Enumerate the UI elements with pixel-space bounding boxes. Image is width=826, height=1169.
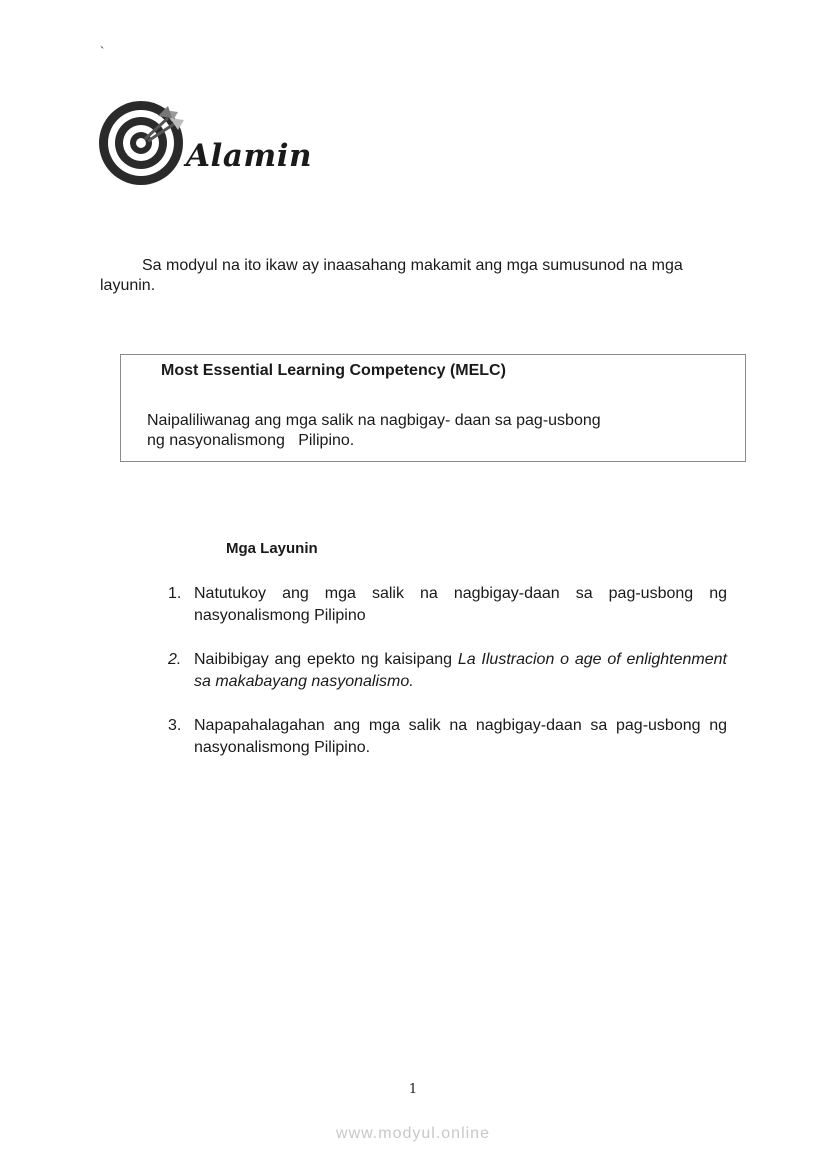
objective-text-italic: La Ilustracion o age of enlightenment sa makabayang nasyonalismo. (194, 651, 727, 690)
page-number: 1 (408, 1082, 418, 1097)
target-dart-icon (98, 98, 188, 188)
section-heading: Alamin (186, 138, 313, 174)
objective-text (194, 649, 727, 693)
melc-line-2: ng nasyonalismong Pilipino. (147, 432, 355, 449)
objective-text-plain: Naibibigay ang epekto ng kaisipang (194, 651, 458, 668)
melc-line-1: Naipaliliwanag ang mga salik na nagbigay- daan sa pag-usbong (147, 412, 601, 429)
objective-number: 3. (168, 717, 182, 734)
objective-number: 2. (168, 651, 182, 668)
stray-tick-mark: ` (100, 44, 105, 59)
objective-item-2 (162, 649, 727, 693)
objective-item-3 (162, 715, 727, 759)
objective-text: Napapahalagahan ang mga salik na nagbigay-daan sa pag-usbong ng nasyonalismong Pilipino. (194, 717, 727, 756)
objective-item-1 (162, 583, 727, 627)
melc-competency (147, 411, 667, 451)
intro-paragraph: Sa modyul na ito ikaw ay inaasahang makamit ang mga sumusunod na mga layunin. (100, 257, 683, 294)
objective-number: 1. (168, 585, 182, 602)
objectives-heading: Mga Layunin (226, 540, 318, 557)
watermark: www.modyul.online (336, 1125, 490, 1142)
melc-box (120, 354, 746, 462)
objective-text: Natutukoy ang mga salik na nagbigay-daan sa pag-usbong ng nasyonalismong Pilipino (194, 585, 727, 624)
melc-title: Most Essential Learning Competency (MELC) (161, 362, 506, 379)
objectives-list (162, 583, 727, 781)
